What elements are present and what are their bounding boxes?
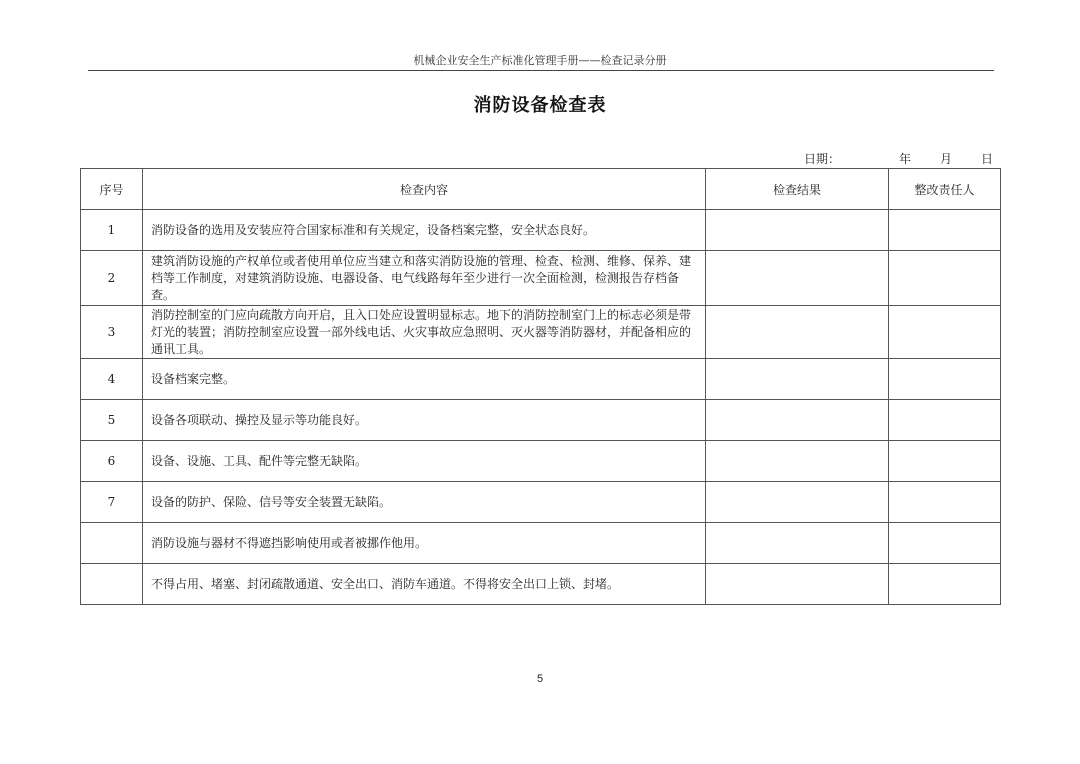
- date-month: 月: [940, 152, 953, 166]
- page-title: 消防设备检查表: [473, 95, 607, 116]
- table-row: [81, 523, 1001, 564]
- table-row: [81, 400, 1001, 441]
- header-divider: [88, 70, 994, 71]
- row-number: [81, 564, 143, 605]
- result-cell[interactable]: [706, 482, 889, 523]
- date-year: 年: [899, 152, 912, 166]
- table-row: [81, 306, 1001, 359]
- responsible-cell[interactable]: [889, 441, 1001, 482]
- column-header-content: 检查内容: [143, 169, 706, 210]
- table-row: [81, 359, 1001, 400]
- row-content: 消防设备的选用及安装应符合国家标准和有关规定，设备档案完整，安全状态良好。: [143, 210, 706, 251]
- column-header-result: 检查结果: [706, 169, 889, 210]
- responsible-cell[interactable]: [889, 359, 1001, 400]
- column-header-responsible: 整改责任人: [889, 169, 1001, 210]
- row-number: 1: [81, 210, 143, 251]
- responsible-cell[interactable]: [889, 306, 1001, 359]
- result-cell[interactable]: [706, 400, 889, 441]
- result-cell[interactable]: [706, 564, 889, 605]
- responsible-cell[interactable]: [889, 251, 1001, 306]
- result-cell[interactable]: [706, 251, 889, 306]
- row-number: [81, 523, 143, 564]
- row-number: 6: [81, 441, 143, 482]
- row-content: 消防设施与器材不得遮挡影响使用或者被挪作他用。: [143, 523, 706, 564]
- result-cell[interactable]: [706, 523, 889, 564]
- responsible-cell[interactable]: [889, 210, 1001, 251]
- table-row: [81, 251, 1001, 306]
- row-number: 4: [81, 359, 143, 400]
- result-cell[interactable]: [706, 359, 889, 400]
- row-content: 不得占用、堵塞、封闭疏散通道、安全出口、消防车通道。不得将安全出口上锁、封堵。: [143, 564, 706, 605]
- responsible-cell[interactable]: [889, 400, 1001, 441]
- row-content: 设备、设施、工具、配件等完整无缺陷。: [143, 441, 706, 482]
- row-number: 7: [81, 482, 143, 523]
- row-content: 设备的防护、保险、信号等安全装置无缺陷。: [143, 482, 706, 523]
- page-number: 5: [536, 673, 544, 685]
- inspection-table: [80, 168, 1001, 605]
- row-content: 消防控制室的门应向疏散方向开启，且入口处应设置明显标志。地下的消防控制室门上的标志必须是带灯光的装置；消防控制室应设置一部外线电话、火灾事故应急照明、灭火器等消防器材，并配备相应的通讯工具。: [143, 306, 706, 359]
- result-cell[interactable]: [706, 210, 889, 251]
- row-content: 建筑消防设施的产权单位或者使用单位应当建立和落实消防设施的管理、检查、检测、维修、保养、建档等工作制度，对建筑消防设施、电器设备、电气线路每年至少进行一次全面检测，检测报告存档备查。: [143, 251, 706, 306]
- table-row: [81, 441, 1001, 482]
- responsible-cell[interactable]: [889, 482, 1001, 523]
- table-row: [81, 210, 1001, 251]
- row-number: 3: [81, 306, 143, 359]
- row-content: 设备档案完整。: [143, 359, 706, 400]
- responsible-cell[interactable]: [889, 564, 1001, 605]
- result-cell[interactable]: [706, 441, 889, 482]
- result-cell[interactable]: [706, 306, 889, 359]
- table-row: [81, 482, 1001, 523]
- row-number: 5: [81, 400, 143, 441]
- row-content: 设备各项联动、操控及显示等功能良好。: [143, 400, 706, 441]
- running-header: 机械企业安全生产标准化管理手册——检查记录分册: [413, 54, 667, 67]
- table-row: [81, 564, 1001, 605]
- date-label: 日期：: [804, 152, 841, 166]
- row-number: 2: [81, 251, 143, 306]
- responsible-cell[interactable]: [889, 523, 1001, 564]
- date-day: 日: [981, 152, 994, 166]
- column-header-number: 序号: [81, 169, 143, 210]
- table-header-row: [81, 169, 1001, 210]
